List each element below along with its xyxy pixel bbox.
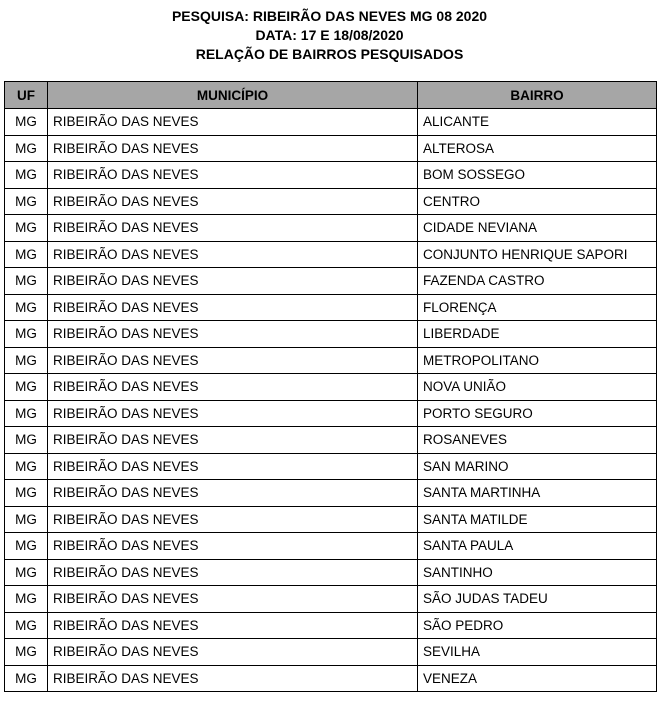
table-row <box>5 612 657 639</box>
uf-cell: MG <box>5 480 48 507</box>
bairro-cell: SANTA PAULA <box>418 533 657 560</box>
table-row <box>5 665 657 692</box>
municipio-cell: RIBEIRÃO DAS NEVES <box>48 215 418 242</box>
bairro-cell: BOM SOSSEGO <box>418 162 657 189</box>
bairro-cell: FAZENDA CASTRO <box>418 268 657 295</box>
table-row <box>5 586 657 613</box>
bairro-cell: VENEZA <box>418 665 657 692</box>
uf-cell: MG <box>5 188 48 215</box>
bairro-cell: LIBERDADE <box>418 321 657 348</box>
uf-cell: MG <box>5 135 48 162</box>
bairro-cell: PORTO SEGURO <box>418 400 657 427</box>
table-row <box>5 453 657 480</box>
municipio-cell: RIBEIRÃO DAS NEVES <box>48 453 418 480</box>
table-row <box>5 215 657 242</box>
uf-cell: MG <box>5 374 48 401</box>
bairro-cell: METROPOLITANO <box>418 347 657 374</box>
table-row <box>5 294 657 321</box>
municipio-cell: RIBEIRÃO DAS NEVES <box>48 109 418 136</box>
bairro-cell: ALTEROSA <box>418 135 657 162</box>
uf-cell: MG <box>5 241 48 268</box>
table-header <box>5 82 657 109</box>
municipio-cell: RIBEIRÃO DAS NEVES <box>48 427 418 454</box>
table-row <box>5 321 657 348</box>
document-header <box>0 0 659 64</box>
uf-cell: MG <box>5 162 48 189</box>
bairro-cell: CENTRO <box>418 188 657 215</box>
table-row <box>5 533 657 560</box>
bairro-cell: SANTA MATILDE <box>418 506 657 533</box>
municipio-cell: RIBEIRÃO DAS NEVES <box>48 559 418 586</box>
title-pesquisa: PESQUISA: RIBEIRÃO DAS NEVES MG 08 2020 <box>171 8 488 24</box>
uf-cell: MG <box>5 559 48 586</box>
bairro-cell: SÃO JUDAS TADEU <box>418 586 657 613</box>
municipio-cell: RIBEIRÃO DAS NEVES <box>48 400 418 427</box>
uf-cell: MG <box>5 347 48 374</box>
bairro-cell: SAN MARINO <box>418 453 657 480</box>
municipio-cell: RIBEIRÃO DAS NEVES <box>48 374 418 401</box>
municipio-cell: RIBEIRÃO DAS NEVES <box>48 480 418 507</box>
uf-cell: MG <box>5 427 48 454</box>
bairro-cell: CONJUNTO HENRIQUE SAPORI <box>418 241 657 268</box>
uf-cell: MG <box>5 453 48 480</box>
municipio-cell: RIBEIRÃO DAS NEVES <box>48 347 418 374</box>
column-header-municipio: MUNICÍPIO <box>48 82 418 109</box>
uf-cell: MG <box>5 321 48 348</box>
uf-cell: MG <box>5 665 48 692</box>
column-header-bairro: BAIRRO <box>418 82 657 109</box>
table-row <box>5 162 657 189</box>
bairro-cell: SANTA MARTINHA <box>418 480 657 507</box>
uf-cell: MG <box>5 294 48 321</box>
table-row <box>5 559 657 586</box>
table-row <box>5 639 657 666</box>
bairro-cell: CIDADE NEVIANA <box>418 215 657 242</box>
municipio-cell: RIBEIRÃO DAS NEVES <box>48 586 418 613</box>
municipio-cell: RIBEIRÃO DAS NEVES <box>48 665 418 692</box>
municipio-cell: RIBEIRÃO DAS NEVES <box>48 612 418 639</box>
table-row <box>5 506 657 533</box>
title-data: DATA: 17 E 18/08/2020 <box>255 27 404 43</box>
uf-cell: MG <box>5 215 48 242</box>
bairro-cell: ROSANEVES <box>418 427 657 454</box>
table-row <box>5 347 657 374</box>
table-row <box>5 374 657 401</box>
table-row <box>5 188 657 215</box>
municipio-cell: RIBEIRÃO DAS NEVES <box>48 268 418 295</box>
table-row <box>5 400 657 427</box>
table-row <box>5 109 657 136</box>
municipio-cell: RIBEIRÃO DAS NEVES <box>48 533 418 560</box>
uf-cell: MG <box>5 109 48 136</box>
bairro-cell: SANTINHO <box>418 559 657 586</box>
table-row <box>5 241 657 268</box>
municipio-cell: RIBEIRÃO DAS NEVES <box>48 135 418 162</box>
uf-cell: MG <box>5 612 48 639</box>
table-row <box>5 135 657 162</box>
bairro-cell: SÃO PEDRO <box>418 612 657 639</box>
uf-cell: MG <box>5 506 48 533</box>
bairros-table <box>4 81 657 692</box>
uf-cell: MG <box>5 639 48 666</box>
municipio-cell: RIBEIRÃO DAS NEVES <box>48 188 418 215</box>
municipio-cell: RIBEIRÃO DAS NEVES <box>48 321 418 348</box>
table-body <box>5 109 657 692</box>
bairro-cell: FLORENÇA <box>418 294 657 321</box>
bairro-cell: SEVILHA <box>418 639 657 666</box>
table-header-row <box>5 82 657 109</box>
table-row <box>5 480 657 507</box>
uf-cell: MG <box>5 586 48 613</box>
municipio-cell: RIBEIRÃO DAS NEVES <box>48 294 418 321</box>
municipio-cell: RIBEIRÃO DAS NEVES <box>48 639 418 666</box>
municipio-cell: RIBEIRÃO DAS NEVES <box>48 241 418 268</box>
title-relacao: RELAÇÃO DE BAIRROS PESQUISADOS <box>195 46 464 62</box>
table-row <box>5 268 657 295</box>
municipio-cell: RIBEIRÃO DAS NEVES <box>48 162 418 189</box>
column-header-uf: UF <box>5 82 48 109</box>
uf-cell: MG <box>5 268 48 295</box>
table-row <box>5 427 657 454</box>
bairro-cell: ALICANTE <box>418 109 657 136</box>
uf-cell: MG <box>5 533 48 560</box>
municipio-cell: RIBEIRÃO DAS NEVES <box>48 506 418 533</box>
bairro-cell: NOVA UNIÃO <box>418 374 657 401</box>
uf-cell: MG <box>5 400 48 427</box>
